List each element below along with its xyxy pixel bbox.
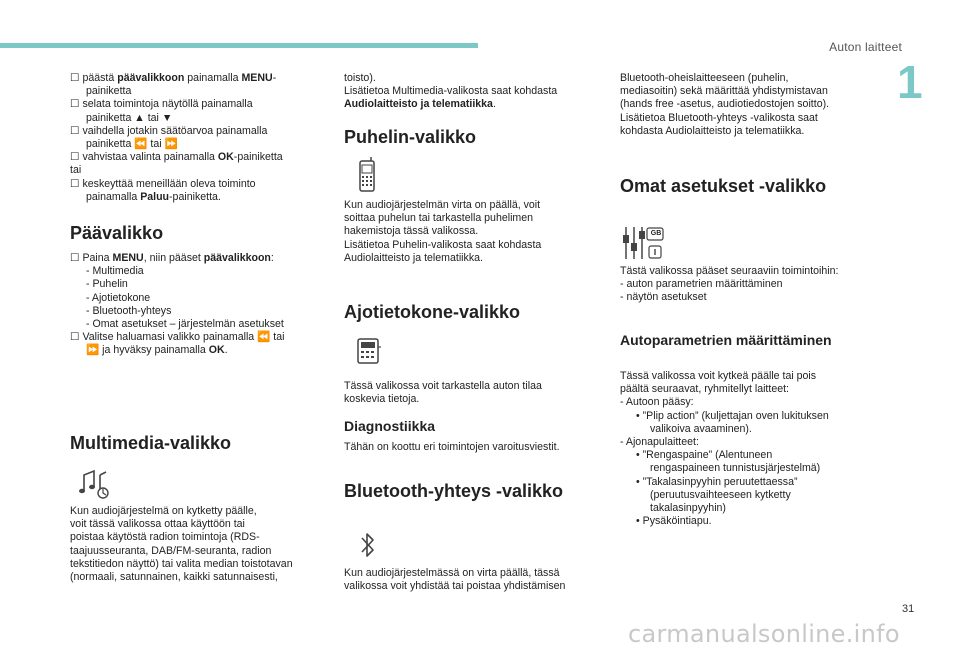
- checkbox-bullet-icon: ☐: [70, 98, 80, 111]
- text-line: Tähän on koottu eri toimintojen varoitusviestit.: [344, 441, 560, 453]
- checkbox-bullet-icon: ☐: [70, 124, 80, 137]
- text-line: Kun audiojärjestelmä on kytketty päälle,: [70, 505, 257, 517]
- trip-computer-icon: [356, 337, 382, 367]
- music-note-icon: [78, 467, 112, 499]
- paavalikko-heading: Päävalikko: [70, 223, 164, 243]
- text-line: tekstitiedon näyttö) tai valita median toistotavan: [70, 557, 293, 570]
- col3-continuation: [620, 72, 880, 138]
- paavalikko-line: ☐ Valitse haluamasi valikko painamalla ⏪ tai: [70, 331, 285, 344]
- omat-asetukset-text: [620, 265, 890, 305]
- settings-sliders-icon: [622, 225, 666, 261]
- language-label: GB: [650, 230, 662, 237]
- text-line: taajuusseuranta, DAB/FM-seuranta, radion: [70, 544, 272, 557]
- text-line: koskevia tietoja.: [344, 393, 420, 406]
- text-line: toisto).: [344, 72, 376, 84]
- text-line: päältä seuraavat, ryhmitellyt laitteet:: [620, 383, 789, 396]
- checkbox-bullet-icon: ☐: [70, 331, 80, 344]
- text-line: - näytön asetukset: [620, 291, 707, 304]
- paavalikko-line: - Ajotietokone: [86, 291, 151, 304]
- header-accent-bar: [0, 43, 478, 48]
- text-line: voit tässä valikossa ottaa käyttöön tai: [70, 518, 245, 531]
- checkbox-bullet-icon: ☐: [70, 72, 80, 84]
- autoparametrit-heading: Autoparametrien määrittäminen: [620, 332, 832, 348]
- chapter-number: 1: [897, 56, 923, 108]
- intro-line: tai: [70, 164, 82, 177]
- paavalikko-line: - Omat asetukset – järjestelmän asetukset: [86, 318, 284, 331]
- ajotietokone-heading: Ajotietokone-valikko: [344, 302, 521, 322]
- text-line: takalasinpyyhin): [650, 502, 726, 515]
- text-line: - auton parametrien määrittäminen: [620, 278, 783, 291]
- puhelin-text: [344, 199, 599, 265]
- text-line: - Ajonapulaitteet:: [620, 436, 699, 449]
- bluetooth-heading: Bluetooth-yhteys -valikko: [344, 481, 564, 501]
- checkbox-bullet-icon: ☐: [70, 177, 80, 190]
- multimedia-text: [70, 505, 335, 584]
- text-line: Audiolaitteisto ja telematiikka.: [344, 98, 496, 111]
- text-line: soittaa puhelun tai tarkastella puhelimen: [344, 212, 534, 225]
- puhelin-heading: Puhelin-valikko: [344, 127, 477, 147]
- text-line: rengaspaineen tunnistusjärjestelmä): [650, 462, 821, 475]
- text-line: Tässä valikossa voit kytkeä päälle tai pois: [620, 370, 817, 382]
- diagnostiikka-heading: Diagnostiikka: [344, 418, 436, 434]
- text-line: • Pysäköintiapu.: [636, 515, 712, 528]
- intro-line: painiketta ⏪ tai ⏩: [86, 138, 178, 151]
- intro-line: ☐ vahvistaa valinta painamalla OK-painiketta: [70, 151, 283, 164]
- intro-line: ☐ keskeyttää meneillään oleva toiminto: [70, 177, 256, 190]
- text-line: valikossa voit yhdistää tai poistaa yhdistämisen: [344, 580, 566, 593]
- bluetooth-icon: [359, 530, 377, 560]
- intro-line: painiketta ▲ tai ▼: [86, 111, 173, 124]
- diagnostiikka-text: [344, 441, 604, 454]
- text-line: (hands free -asetus, audiotiedostojen soitto).: [620, 98, 830, 111]
- intro-list: [70, 72, 330, 204]
- text-line: (peruutusvaihteeseen kytketty: [650, 488, 791, 501]
- text-line: valikoiva avaaminen).: [650, 422, 752, 435]
- text-line: Bluetooth-oheislaitteeseen (puhelin,: [620, 72, 789, 84]
- bluetooth-text: [344, 567, 604, 593]
- text-line: • ”Plip action” (kuljettajan oven lukituksen: [636, 409, 829, 422]
- intro-line: painiketta: [86, 85, 132, 98]
- text-line: hakemistoja tässä valikossa.: [344, 225, 479, 238]
- text-line: Kun audiojärjestelmän virta on päällä, voit: [344, 199, 541, 211]
- text-line: Lisätietoa Bluetooth-yhteys -valikosta saat: [620, 111, 818, 124]
- multimedia-heading: Multimedia-valikko: [70, 433, 232, 453]
- omat-asetukset-heading: Omat asetukset -valikko: [620, 176, 827, 196]
- paavalikko-line: - Multimedia: [86, 265, 144, 278]
- checkbox-bullet-icon: ☐: [70, 252, 80, 264]
- paavalikko-line: - Bluetooth-yhteys: [86, 304, 172, 317]
- paavalikko-list: [70, 252, 335, 358]
- text-line: Lisätietoa Puhelin-valikosta saat kohdasta: [344, 238, 542, 251]
- intro-line: ☐ päästä päävalikkoon painamalla MENU-: [70, 72, 277, 84]
- paavalikko-line: ☐ Paina MENU, niin pääset päävalikkoon:: [70, 252, 274, 264]
- text-line: Tästä valikossa pääset seuraaviin toimintoihin:: [620, 265, 839, 277]
- text-line: Audiolaitteisto ja telematiikka.: [344, 251, 483, 264]
- mobile-phone-icon: [356, 157, 378, 193]
- text-line: Kun audiojärjestelmässä on virta päällä, tässä: [344, 567, 560, 579]
- text-line: • ”Takalasinpyyhin peruutettaessa”: [636, 475, 798, 488]
- text-line: - Autoon pääsy:: [620, 396, 694, 409]
- watermark: carmanualsonline.info: [628, 620, 900, 648]
- text-line: Lisätietoa Multimedia-valikosta saat kohdasta: [344, 85, 558, 98]
- text-line: kohdasta Audiolaitteisto ja telematiikka.: [620, 124, 805, 137]
- text-line: • ”Rengaspaine” (Alentuneen: [636, 449, 773, 462]
- text-line: mediasoitin) sekä määrittää yhdistymistavan: [620, 85, 828, 98]
- checkbox-bullet-icon: ☐: [70, 151, 80, 164]
- paavalikko-line: ⏩ ja hyväksy painamalla OK.: [86, 344, 228, 357]
- section-title: Auton laitteet: [829, 40, 902, 54]
- intro-line: painamalla Paluu-painiketta.: [86, 190, 221, 203]
- page-number: 31: [902, 603, 915, 615]
- intro-line: ☐ vaihdella jotakin säätöarvoa painamalla: [70, 124, 268, 137]
- text-line: Tässä valikossa voit tarkastella auton tilaa: [344, 380, 542, 392]
- text-line: poistaa käytöstä radion toimintoja (RDS-: [70, 531, 260, 544]
- intro-line: ☐ selata toimintoja näytöllä painamalla: [70, 98, 253, 111]
- text-line: (normaali, satunnainen, kaikki satunnaisesti,: [70, 571, 278, 584]
- ajotietokone-text: [344, 380, 599, 406]
- autoparametrit-text: [620, 370, 890, 528]
- col2-continuation: [344, 72, 599, 112]
- paavalikko-line: - Puhelin: [86, 278, 128, 291]
